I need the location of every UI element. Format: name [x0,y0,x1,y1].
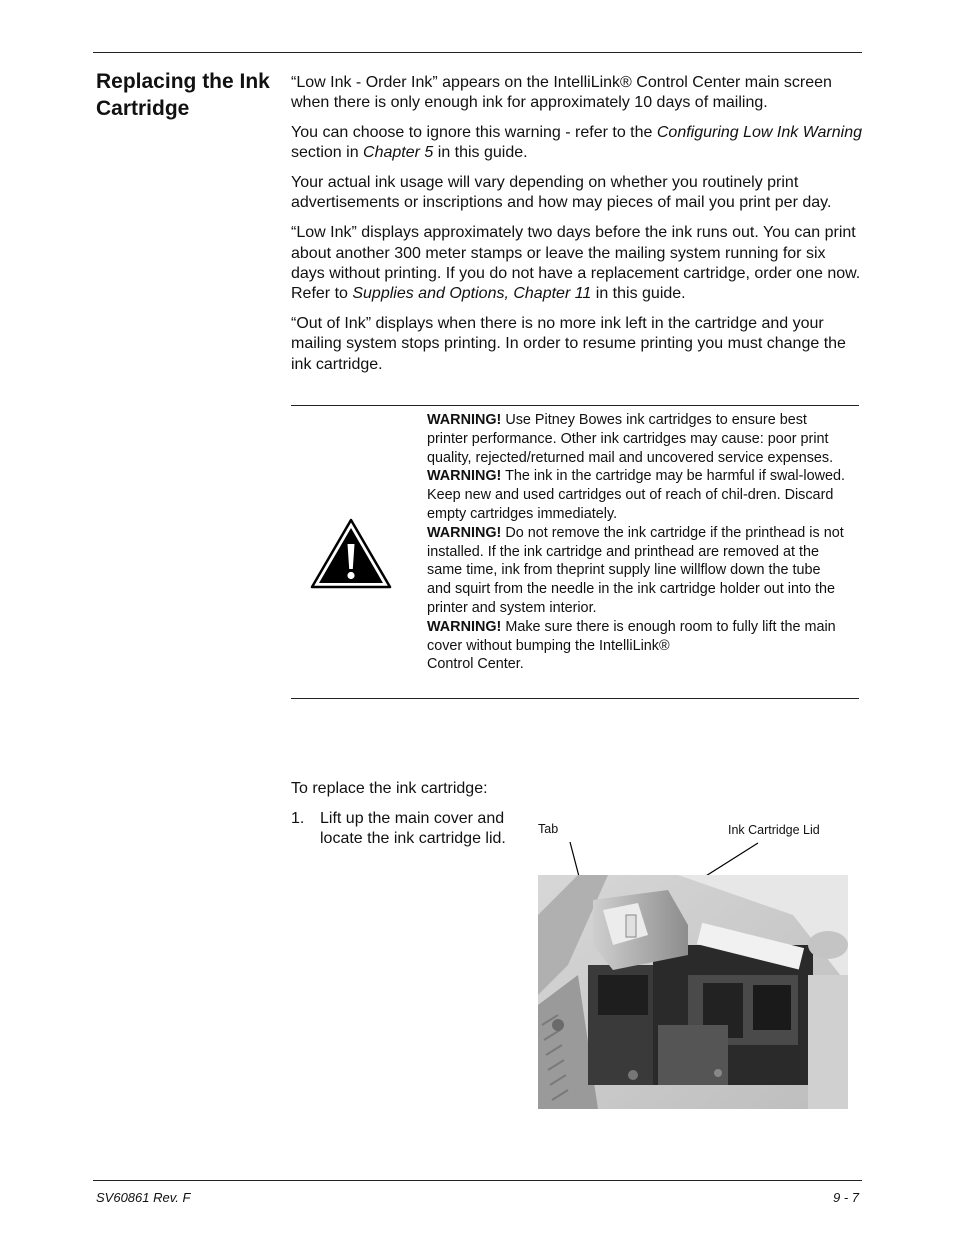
footer-doc-id: SV60861 Rev. F [96,1190,191,1205]
reference-supplies-options: Supplies and Options, Chapter 11 [352,285,592,303]
warning-text [427,411,847,674]
procedure-intro: To replace the ink cartridge: [291,780,488,797]
warning-message: Make sure there is enough room to fully lift the main cover without bumping the IntelliLink® [427,618,836,654]
warning-2 [427,467,847,523]
bottom-rule [93,1180,862,1181]
paragraph-out-of-ink: “Out of Ink” displays when there is no more ink left in the cartridge and your mailing system stops printing. In order to resume printing you must change the ink cartridge. [291,314,846,373]
warning-message: Do not remove the ink cartridge if the printhead is not installed. If the ink cartridge and printhead are removed at the same time, ink from theprint supply line willflow down the tube and squirt from the needle in the ink cartridge holder out into the printer and system interior. [427,524,844,616]
callout-lid-label: Ink Cartridge Lid [728,823,820,837]
warning-1 [427,411,847,467]
text-run: section in [291,144,364,162]
warning-3 [427,524,847,618]
warning-message: The ink in the cartridge may be harmful if swal-lowed. Keep new and used cartridges out of reach of chil-dren. Discard empty cartridges immediately. [427,468,846,522]
body-text [291,73,863,384]
paragraph-ink-usage: Your actual ink usage will vary depending on whether you routinely print advertisements or inscriptions and how may pieces of mail you print per day. [291,174,832,212]
warning-label: WARNING! [427,412,502,428]
warning-message: Use Pitney Bowes ink cartridges to ensure best printer performance. Other ink cartridges may cause: poor print quality, rejected/returned mail and uncovered service expenses. [427,412,834,466]
printer-photo [538,875,848,1109]
section-heading: Replacing the Ink Cartridge [96,70,270,120]
warning-message-continued: Control Center. [427,656,524,673]
step-number: 1. [291,810,305,827]
paragraph-low-ink [291,223,863,304]
warning-box [291,405,859,699]
text-run: “Low Ink” displays approximately two days before the ink runs out. You can print about another 300 meter stamps or leave the mailing system running for six days without printing. If you do not have a replacement cartridge, order one now. Refer to [291,224,861,303]
warning-label: WARNING! [427,524,502,541]
paragraph-low-ink-order: “Low Ink - Order Ink” appears on the IntelliLink® Control Center main screen when there is only enough ink for approximately 10 days of mailing. [291,74,832,112]
callout-tab-label: Tab [538,822,559,836]
reference-chapter-5: Chapter 5 [363,144,434,162]
warning-triangle-icon [309,517,393,591]
text-run: in this guide. [433,144,528,162]
warning-label: WARNING! [427,468,502,485]
top-rule [93,52,862,53]
text-run: in this guide. [591,285,686,303]
footer-page-number: 9 - 7 [832,1190,859,1205]
reference-configuring-low-ink: Configuring Low Ink Warning [656,124,863,142]
paragraph-ignore-warning [291,123,863,164]
text-run: You can choose to ignore this warning - refer to the [291,124,657,142]
warning-label: WARNING! [427,618,502,635]
warning-4 [427,618,847,674]
step-text: Lift up the main cover and locate the ink cartridge lid. [320,810,506,848]
